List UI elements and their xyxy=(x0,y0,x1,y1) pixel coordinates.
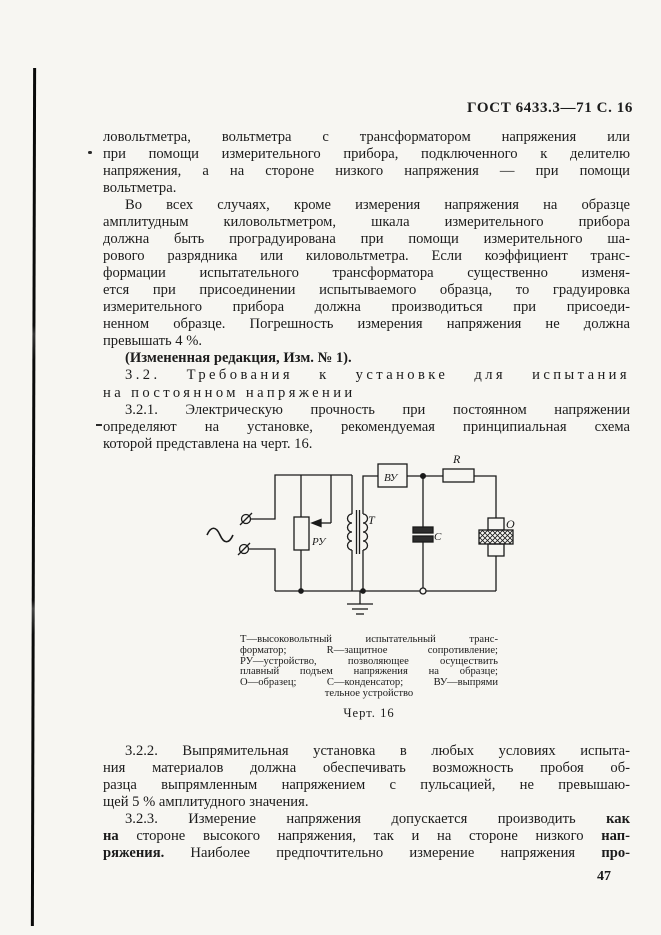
paragraph-3-2-1 xyxy=(103,402,630,453)
text-segment: Наиболее предпочтительно измерение напряжения xyxy=(164,845,602,861)
resistor-symbol xyxy=(443,469,474,482)
text-segment: 3.2.3. Измерение напряжения допускается производить xyxy=(125,811,607,827)
circuit-diagram xyxy=(195,453,525,633)
text-line: превышать 4 %. xyxy=(103,333,203,349)
heading-line: на постоянном напряжении xyxy=(103,384,356,401)
capacitor-symbol xyxy=(413,476,433,588)
caption-line: форматор; R—защитное сопротивление; xyxy=(240,644,498,656)
text-segment: стороне высокого напряжения, так и на стороне низкого xyxy=(118,828,602,844)
text-line: должна быть проградуирована при помощи измерительного ша- xyxy=(103,231,630,247)
label-t: T xyxy=(368,513,375,527)
text-line: рового разрядника или киловольтметра. Если коэффициент транс- xyxy=(103,248,630,264)
ac-source-icon xyxy=(207,528,233,542)
figure-16 xyxy=(103,453,630,743)
text-line: ния материалов должна обеспечивать возможность пробоя об- xyxy=(103,760,630,776)
text-line: при помощи измерительного прибора, подключенного к делителю xyxy=(103,146,630,162)
text-line: 3.2.2. Выпрямительная установка в любых условиях испыта- xyxy=(125,743,630,759)
label-c: C xyxy=(434,531,442,543)
text-line: ловольтметра, вольтметра с трансформатором напряжения или xyxy=(103,129,630,145)
ground-symbol xyxy=(347,591,373,614)
scan-edge-artifact xyxy=(31,68,36,926)
text-line: ется при присоединении испытываемого образца, то градуировка xyxy=(103,282,630,298)
paragraph-measurement xyxy=(103,197,630,350)
text-line: Во всех случаях, кроме измерения напряжения на образце xyxy=(125,197,630,213)
caption-line: тельное устройство xyxy=(324,687,414,699)
text-segment-bold: как xyxy=(606,811,630,827)
text-line: которой представлена на черт. 16. xyxy=(103,436,313,452)
section-heading-3-2 xyxy=(103,367,630,402)
text-line: измерительного прибора должна производиться при присоеди- xyxy=(103,299,630,315)
caption-line: О—образец; С—конденсатор; ВУ—выпрями xyxy=(240,677,498,689)
label-vu: ВУ xyxy=(384,472,398,484)
caption-line: плавный подъем напряжения на образце; xyxy=(240,666,498,678)
paragraph-continuation xyxy=(103,129,630,197)
page-number: 47 xyxy=(597,869,611,884)
heading-line: 3.2. Требования к установке для испытания xyxy=(125,367,630,383)
text-line xyxy=(103,845,630,862)
regulator-box xyxy=(294,517,309,550)
page-header: ГОСТ 6433.3—71 С. 16 xyxy=(467,100,633,116)
figure-number: Черт. 16 xyxy=(343,705,395,720)
label-o: О xyxy=(506,517,515,531)
text-segment-bold: на xyxy=(103,828,119,844)
amendment-note: (Измененная редакция, Изм. № 1). xyxy=(125,350,352,366)
text-line: определяют на установке, рекомендуемая принципиальная схема xyxy=(103,419,630,435)
transformer-symbol xyxy=(348,475,368,591)
caption-line: РУ—устройство, позволяющее осуществить xyxy=(240,655,498,667)
slider-arrow-icon xyxy=(312,520,321,527)
scan-speck xyxy=(88,151,92,154)
text-segment-bold: про- xyxy=(601,845,630,861)
caption-line: Т—высоковольтный испытательный транс- xyxy=(240,634,498,645)
text-segment-bold: ряжения. xyxy=(103,845,165,861)
label-r: R xyxy=(453,453,461,466)
text-line: ненном образце. Погрешность измерения напряжения не должна xyxy=(103,316,630,332)
text-line xyxy=(103,828,630,845)
text-line: напряжения, а на стороне низкого напряжения — при помощи xyxy=(103,163,630,179)
text-line: формации испытательного трансформатора существенно изменя- xyxy=(103,265,630,281)
text-line: разца выпрямленным напряжением с пульсацией, не превышаю- xyxy=(103,777,630,793)
text-segment-bold: нап- xyxy=(601,828,630,844)
text-line xyxy=(103,811,630,828)
text-line: 3.2.1. Электрическую прочность при постоянном напряжении xyxy=(125,402,630,418)
scan-speck xyxy=(96,424,102,426)
input-terminal-icon xyxy=(238,543,250,555)
text-line: амплитудным киловольтметром, шкала измерительного прибора xyxy=(103,214,630,230)
text-line: щей 5 % амплитудного значения. xyxy=(103,794,309,810)
page-body xyxy=(103,129,630,862)
input-terminal-icon xyxy=(240,513,252,525)
paragraph-3-2-3 xyxy=(103,811,630,862)
paragraph-3-2-2 xyxy=(103,743,630,811)
text-line: вольтметра. xyxy=(103,180,177,196)
figure-caption xyxy=(240,635,498,721)
label-ru: РУ xyxy=(312,536,326,548)
